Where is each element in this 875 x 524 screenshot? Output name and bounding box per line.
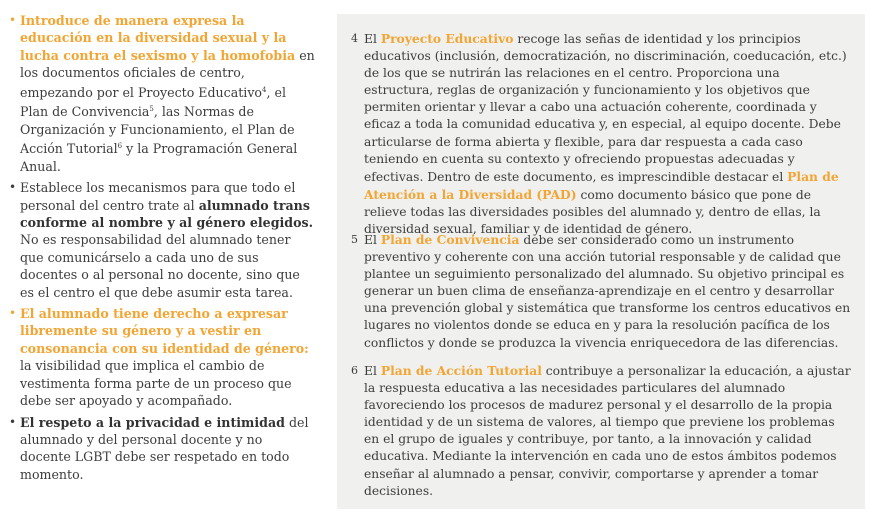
- footnote-term: Plan de Acción Tutorial: [380, 363, 542, 378]
- bullet-text: del alumnado y del personal docente y no docente LGBT debe ser respetado en todo momento.: [20, 414, 309, 482]
- footnote-6: [351, 362, 851, 500]
- bullet-item-2: [8, 179, 316, 301]
- bullet-text: la visibilidad que implica el cambio de vestimenta forma parte de un proceso que debe ser apoyado y acompañado.: [20, 358, 292, 409]
- footnote-number: 4: [351, 32, 358, 45]
- bullet-bold: El respeto a la privacidad e intimidad: [20, 414, 285, 430]
- bullet-text: No es responsabilidad del alumnado tener que comunicárselo a cada uno de sus docentes o al personal no docente, sino que es el centro el que debe asumir esta tarea.: [20, 232, 300, 300]
- footnote-ref: 6: [117, 142, 123, 151]
- bullet-dot: •: [9, 306, 17, 321]
- bullet-text: , las Normas de Organización y Funcionamiento, el Plan de Acción Tutorial: [20, 104, 295, 157]
- bullet-item-4: [8, 414, 316, 484]
- bullet-bold: alumnado trans conforme al nombre y al género elegidos.: [20, 197, 313, 231]
- footnote-text-part: debe ser considerado como un instrumento preventivo y coherente con una acción tutorial responsable y de calidad que plantee un seguimiento personalizado del alumnado. Su objetivo principal es generar un buen clima de enseñanza-aprendizaje en el centro y desarrollar una prevención global y sistemática que transforme los centros educativos en lugares no violentos donde se educa en y para la resolución pacífica de los conflictos y donde se produzca la vivencia enriquecedora de las diferencias.: [364, 233, 851, 350]
- bullet-item-3: [8, 305, 316, 409]
- footnotes-panel: [337, 14, 865, 509]
- footnote-text: [364, 362, 851, 500]
- bullet-text: Establece los mecanismos para que todo el personal del centro trate al: [20, 180, 296, 213]
- bullet-list: [8, 12, 316, 487]
- footnote-4: [351, 30, 851, 238]
- footnote-ref: 4: [262, 85, 267, 94]
- footnote-5: [351, 231, 851, 352]
- bullet-text: en los documentos oficiales de centro, empezando por el Proyecto Educativo: [20, 47, 315, 100]
- footnote-text-part: El: [364, 32, 381, 46]
- footnote-text-part: como documento básico que pone de relieve todas las diversidades posibles del alumnado y, dentro de ellas, la diversidad sexual, familiar y de identidad de género.: [364, 187, 821, 237]
- footnote-number: 6: [351, 364, 358, 377]
- footnote-number: 5: [351, 233, 358, 246]
- bullet-dot: •: [9, 13, 17, 27]
- footnote-term: Plan de Convivencia: [380, 232, 520, 247]
- bullet-highlight: El alumnado tiene derecho a expresar libremente su género y a vestir en consonancia con su identidad de género:: [20, 306, 309, 356]
- footnote-text-part: El: [364, 233, 381, 247]
- footnote-text-part: El: [364, 364, 381, 378]
- footnote-term: Plan de Atención a la Diversidad (PAD): [364, 168, 839, 202]
- footnote-text: [364, 231, 851, 352]
- footnote-term: Proyecto Educativo: [380, 31, 514, 46]
- bullet-dot: •: [9, 180, 17, 195]
- bullet-highlight: Introduce de manera expresa la educación en la diversidad sexual y la lucha contra el sexismo y la homofobia: [20, 13, 296, 63]
- bullet-text: , el Plan de Convivencia: [20, 84, 286, 120]
- footnote-text: [364, 30, 851, 238]
- footnote-text-part: recoge las señas de identidad y los principios educativos (inclusión, democratización, no discriminación, coeducación, etc.) de los que se nutrirán las relaciones en el centro. Proporciona una estructura, reglas de organización y funcionamiento y los objetivos que permiten orientar y llevar a cabo una actuación coherente, coordinada y eficaz a toda la comunidad educativa y, en especial, al equipo docente. Debe articularse de forma abierta y flexible, para dar respuesta a cada caso teniendo en cuenta su contexto y ofreciendo propuestas adecuadas y efectivas. Dentro de este documento, es imprescindible destacar el: [364, 32, 847, 184]
- footnote-ref: 5: [149, 105, 154, 114]
- bullet-item-1: [8, 12, 316, 175]
- footnote-text-part: contribuye a personalizar la educación, a ajustar la respuesta educativa a las necesidades particulares del alumnado favoreciendo los procesos de madurez personal y el desarrollo de la propia identidad y de un sistema de valores, al tiempo que previene los problemas en el grupo de iguales y contribuye, por tanto, a la innovación y calidad educativa. Mediante la intervención en cada uno de estos ámbitos podemos enseñar al alumnado a pensar, convivir, comportarse y aprender a tomar decisiones.: [364, 364, 851, 498]
- bullet-text: y la Programación General Anual.: [20, 141, 298, 174]
- bullet-dot: •: [9, 414, 17, 429]
